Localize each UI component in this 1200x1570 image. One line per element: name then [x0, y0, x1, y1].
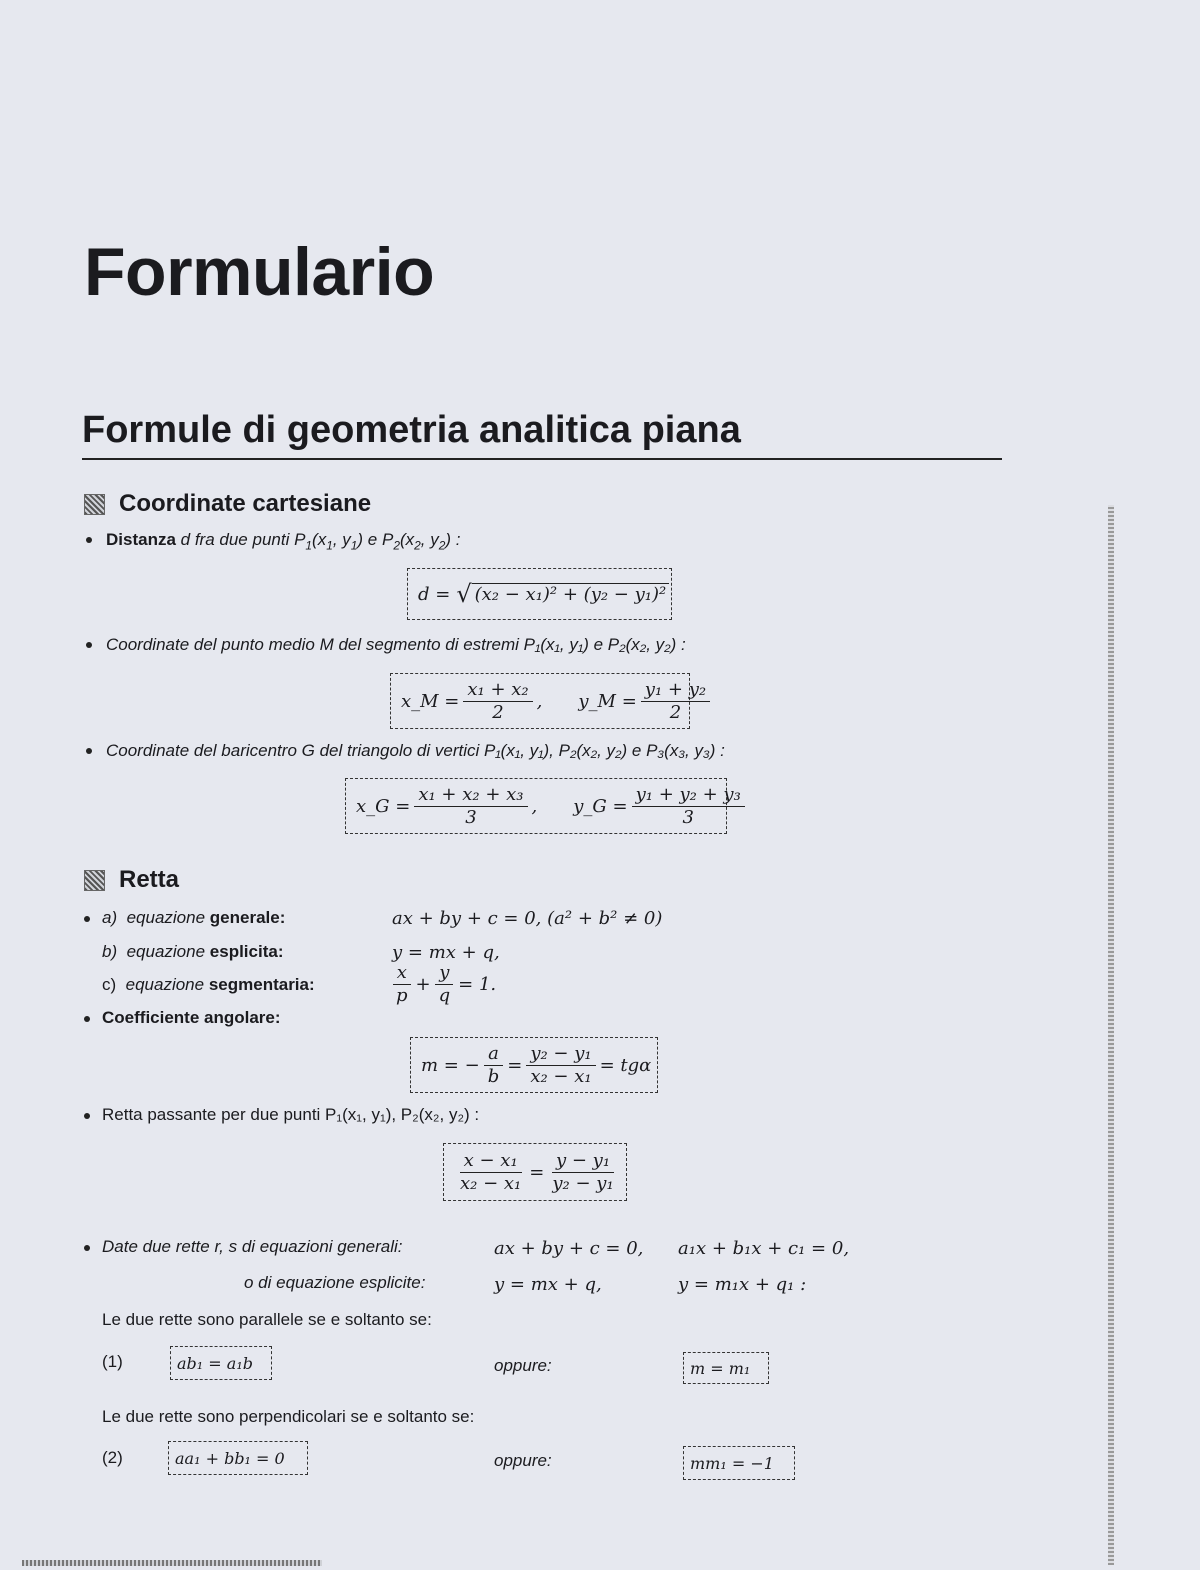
- fraction: $\frac{\text{y₁ + y₂ + y₃}}{3}$: [632, 784, 745, 828]
- bullet: [84, 1113, 90, 1119]
- bullet: [86, 642, 92, 648]
- fraction: $\frac{\text{y₁ + y₂}}{2}$: [641, 679, 710, 723]
- distance-formula-box: [407, 568, 672, 620]
- parallel-alt-formula-box: m = m₁: [683, 1352, 769, 1384]
- barycenter-description: Coordinate del baricentro G del triangolo di vertici P₁(x₁, y₁), P₂(x₂, y₂) e P₃(x₃, y₃) :: [106, 741, 725, 760]
- hatched-square-icon: [84, 494, 105, 515]
- scan-edge-bottom: [22, 1560, 322, 1566]
- midpoint-formula-box: x_M = $\frac{\text{x₁ + x₂}}{2}$ , y_M = $\frac{\text{y₁ + y₂}}{2}$: [390, 673, 690, 729]
- distance-label: Distanza: [106, 530, 176, 549]
- or-label: oppure:: [494, 1356, 552, 1375]
- two-points-formula-box: $\frac{\text{x − x₁}}{\text{x₂ − x₁}}$ = $\frac{\text{y − y₁}}{\text{y₂ − y₁}}$: [443, 1143, 627, 1201]
- equation-a-label: a) equazione generale:: [102, 908, 286, 927]
- formula-lhs: x_M =: [401, 690, 460, 712]
- fraction: $\frac{\text{x₁ + x₂ + x₃}}{3}$: [414, 784, 527, 828]
- scan-edge-right: [1108, 505, 1114, 1565]
- midpoint-description: Coordinate del punto medio M del segmento di estremi P₁(x₁, y₁) e P₂(x₂, y₂) :: [106, 635, 686, 654]
- explicit-text: o di equazione esplicite:: [244, 1273, 426, 1292]
- equation-a-formula: ax + by + c = 0, (a² + b² ≠ 0): [392, 908, 663, 929]
- subsection-heading: Coordinate cartesiane: [119, 490, 372, 517]
- subsection-cartesian: [84, 490, 371, 518]
- section-title: Formule di geometria analitica piana: [82, 409, 741, 451]
- formula-lhs: x_G =: [356, 795, 411, 817]
- equation-c-formula: $\frac{x}{p}$ + $\frac{y}{q}$ = 1.: [388, 962, 496, 1006]
- equation-b-label: b) equazione esplicita:: [102, 942, 284, 961]
- formula-lhs: d =: [418, 583, 451, 605]
- distance-description: [106, 530, 460, 552]
- formula-lhs: y_G =: [573, 795, 628, 817]
- bullet: [84, 1245, 90, 1251]
- given-equation-2: a₁x + b₁x + c₁ = 0,: [678, 1238, 850, 1259]
- parallel-condition-text: Le due rette sono parallele se e soltanto se:: [102, 1310, 432, 1329]
- or-label: oppure:: [494, 1451, 552, 1470]
- explicit-equation-2: y = m₁x + q₁ :: [678, 1274, 807, 1295]
- bullet: [86, 748, 92, 754]
- condition-2-label: (2): [102, 1448, 123, 1467]
- slope-formula-box: m = − $\frac{a}{b}$ = $\frac{\text{y₂ − y₁}}{\text{x₂ − x₁}}$ = tgα: [410, 1037, 658, 1093]
- explicit-equation-1: y = mx + q,: [494, 1274, 602, 1295]
- bullet: [84, 916, 90, 922]
- given-equation-1: ax + by + c = 0,: [494, 1238, 644, 1259]
- two-points-description: Retta passante per due punti P₁(x₁, y₁), P₂(x₂, y₂) :: [102, 1105, 480, 1124]
- condition-1-label: (1): [102, 1352, 123, 1371]
- perpendicular-formula-box: aa₁ + bb₁ = 0: [168, 1441, 308, 1475]
- equation-c-label: c) equazione segmentaria:: [102, 975, 315, 994]
- section-rule: [82, 458, 1002, 460]
- distance-text: d fra due punti $P_1(x_1$, $y_1$) e $P_2(x_2$, $y_2$) :: [180, 530, 461, 553]
- barycenter-formula-box: x_G = $\frac{\text{x₁ + x₂ + x₃}}{3}$ , y_G = $\frac{\text{y₁ + y₂ + y₃}}{3}$: [345, 778, 727, 834]
- sqrt-icon: √: [456, 580, 472, 608]
- subsection-heading: Retta: [119, 866, 180, 893]
- formula-radicand: (x₂ − x₁)² + (y₂ − y₁)²: [472, 583, 670, 605]
- perpendicular-alt-formula-box: mm₁ = −1: [683, 1446, 795, 1480]
- page-title: Formulario: [84, 234, 435, 310]
- given-lines-text: Date due rette r, s di equazioni generali:: [102, 1237, 403, 1256]
- subsection-line: [84, 866, 179, 894]
- parallel-formula-box: ab₁ = a₁b: [170, 1346, 272, 1380]
- formula-lhs: y_M =: [578, 690, 637, 712]
- slope-label: Coefficiente angolare:: [102, 1008, 281, 1027]
- perpendicular-condition-text: Le due rette sono perpendicolari se e soltanto se:: [102, 1407, 475, 1426]
- bullet: [84, 1016, 90, 1022]
- hatched-square-icon: [84, 870, 105, 891]
- equation-b-formula: y = mx + q,: [392, 942, 500, 963]
- fraction: $\frac{\text{x₁ + x₂}}{2}$: [463, 679, 532, 723]
- bullet: [86, 537, 92, 543]
